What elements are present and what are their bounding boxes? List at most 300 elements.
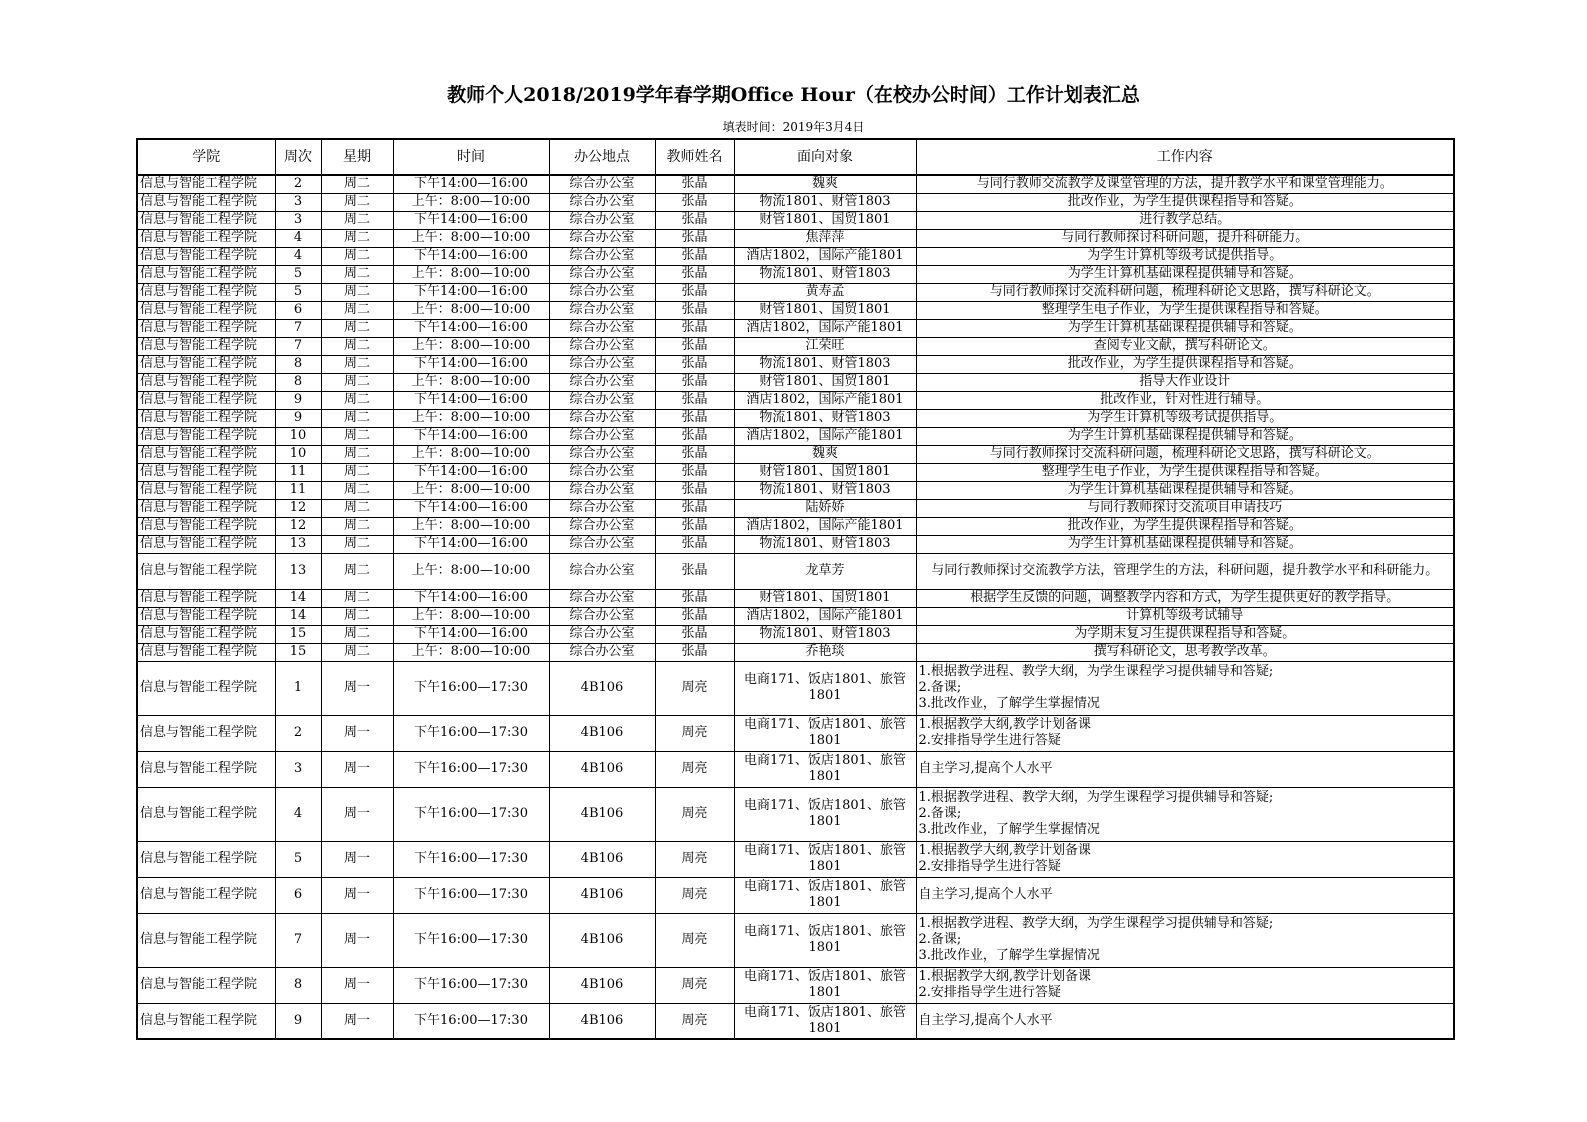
- table-row: [137, 643, 1454, 661]
- cell-day: 周一: [321, 715, 393, 751]
- cell-place: 综合办公室: [549, 319, 655, 337]
- cell-week: 9: [275, 409, 321, 427]
- cell-week: 4: [275, 247, 321, 265]
- cell-target: 电商171、饭店1801、旅管1801: [734, 751, 916, 787]
- cell-teacher: 张晶: [655, 265, 734, 283]
- cell-content: 为学期末复习生提供课程指导和答疑。: [916, 625, 1454, 643]
- cell-day: 周二: [321, 463, 393, 481]
- cell-day: 周二: [321, 229, 393, 247]
- table-row: [137, 787, 1454, 841]
- cell-time: 上午：8:00—10:00: [393, 265, 549, 283]
- content-line: 1.根据教学进程、教学大纲，为学生课程学习提供辅导和答疑;: [918, 916, 1274, 931]
- cell-time: 下午16:00—17:30: [393, 751, 549, 787]
- cell-college: 信息与智能工程学院: [137, 337, 275, 355]
- cell-content: 批改作业，为学生提供课程指导和答疑。: [916, 193, 1454, 211]
- header-row: [137, 139, 1454, 175]
- cell-week: 2: [275, 715, 321, 751]
- cell-time: 下午16:00—17:30: [393, 967, 549, 1003]
- table-row: [137, 751, 1454, 787]
- cell-college: 信息与智能工程学院: [137, 553, 275, 589]
- cell-day: 周二: [321, 265, 393, 283]
- cell-college: 信息与智能工程学院: [137, 841, 275, 877]
- content-line: 3.批改作业，了解学生掌握情况: [918, 696, 1100, 711]
- cell-content: [916, 661, 1454, 715]
- cell-teacher: 张晶: [655, 301, 734, 319]
- cell-time: 下午14:00—16:00: [393, 283, 549, 301]
- cell-week: 3: [275, 751, 321, 787]
- cell-place: 综合办公室: [549, 283, 655, 301]
- cell-college: 信息与智能工程学院: [137, 625, 275, 643]
- cell-place: 综合办公室: [549, 373, 655, 391]
- cell-target: 电商171、饭店1801、旅管1801: [734, 913, 916, 967]
- cell-place: 综合办公室: [549, 229, 655, 247]
- content-line: 1.根据教学大纲,教学计划备课: [918, 717, 1092, 732]
- cell-week: 7: [275, 913, 321, 967]
- cell-day: 周二: [321, 553, 393, 589]
- cell-teacher: 周亮: [655, 841, 734, 877]
- cell-week: 12: [275, 517, 321, 535]
- cell-college: 信息与智能工程学院: [137, 607, 275, 625]
- cell-target: 乔艳琰: [734, 643, 916, 661]
- cell-college: 信息与智能工程学院: [137, 409, 275, 427]
- cell-target: 酒店1802，国际产能1801: [734, 607, 916, 625]
- cell-time: 下午14:00—16:00: [393, 355, 549, 373]
- cell-week: 14: [275, 607, 321, 625]
- cell-teacher: 张晶: [655, 355, 734, 373]
- cell-day: 周二: [321, 499, 393, 517]
- cell-college: 信息与智能工程学院: [137, 517, 275, 535]
- cell-week: 5: [275, 841, 321, 877]
- cell-time: 下午14:00—16:00: [393, 625, 549, 643]
- cell-college: 信息与智能工程学院: [137, 589, 275, 607]
- cell-teacher: 张晶: [655, 427, 734, 445]
- cell-week: 9: [275, 391, 321, 409]
- cell-place: 4B106: [549, 715, 655, 751]
- cell-content: 与同行教师探讨科研问题，提升科研能力。: [916, 229, 1454, 247]
- cell-teacher: 张晶: [655, 535, 734, 553]
- cell-college: 信息与智能工程学院: [137, 643, 275, 661]
- cell-day: 周二: [321, 409, 393, 427]
- cell-teacher: 张晶: [655, 319, 734, 337]
- table-row: [137, 301, 1454, 319]
- cell-content: 整理学生电子作业，为学生提供课程指导和答疑。: [916, 463, 1454, 481]
- cell-place: 4B106: [549, 913, 655, 967]
- cell-teacher: 张晶: [655, 337, 734, 355]
- cell-college: 信息与智能工程学院: [137, 427, 275, 445]
- cell-time: 上午：8:00—10:00: [393, 607, 549, 625]
- cell-place: 综合办公室: [549, 643, 655, 661]
- cell-teacher: 张晶: [655, 175, 734, 193]
- table-row: [137, 715, 1454, 751]
- table-row: [137, 1003, 1454, 1039]
- cell-content: 为学生计算机等级考试提供指导。: [916, 247, 1454, 265]
- cell-college: 信息与智能工程学院: [137, 355, 275, 373]
- cell-teacher: 张晶: [655, 229, 734, 247]
- cell-day: 周二: [321, 301, 393, 319]
- cell-content: 与同行教师探讨交流科研问题，梳理科研论文思路，撰写科研论文。: [916, 445, 1454, 463]
- table-row: [137, 283, 1454, 301]
- cell-day: 周二: [321, 283, 393, 301]
- cell-time: 上午：8:00—10:00: [393, 229, 549, 247]
- cell-content: 批改作业，为学生提供课程指导和答疑。: [916, 355, 1454, 373]
- cell-place: 4B106: [549, 877, 655, 913]
- table-row: [137, 607, 1454, 625]
- header-week: 周次: [275, 139, 321, 175]
- cell-college: 信息与智能工程学院: [137, 877, 275, 913]
- cell-place: 4B106: [549, 841, 655, 877]
- content-line: 自主学习,提高个人水平: [918, 1012, 1053, 1028]
- cell-place: 综合办公室: [549, 427, 655, 445]
- fill-date: 填表时间：2019年3月4日: [722, 120, 865, 134]
- cell-target: 物流1801、财管1803: [734, 265, 916, 283]
- cell-time: 下午14:00—16:00: [393, 247, 549, 265]
- cell-college: 信息与智能工程学院: [137, 391, 275, 409]
- document-title: 教师个人2018/2019学年春学期Office Hour（在校办公时间）工作计划表汇总: [447, 84, 1140, 106]
- cell-content: 计算机等级考试辅导: [916, 607, 1454, 625]
- cell-day: 周二: [321, 211, 393, 229]
- content-line: 1.根据教学大纲,教学计划备课: [918, 843, 1092, 858]
- content-line: 2.安排指导学生进行答疑: [918, 733, 1061, 748]
- cell-teacher: 张晶: [655, 607, 734, 625]
- cell-place: 综合办公室: [549, 175, 655, 193]
- cell-week: 12: [275, 499, 321, 517]
- cell-college: 信息与智能工程学院: [137, 301, 275, 319]
- cell-week: 15: [275, 625, 321, 643]
- content-line: 2.安排指导学生进行答疑: [918, 859, 1061, 874]
- cell-college: 信息与智能工程学院: [137, 373, 275, 391]
- cell-week: 4: [275, 229, 321, 247]
- cell-content: 为学生计算机基础课程提供辅导和答疑。: [916, 265, 1454, 283]
- cell-week: 7: [275, 337, 321, 355]
- content-line: 2.安排指导学生进行答疑: [918, 985, 1061, 1000]
- cell-week: 8: [275, 355, 321, 373]
- cell-place: 综合办公室: [549, 301, 655, 319]
- table-row: [137, 319, 1454, 337]
- cell-day: 周二: [321, 607, 393, 625]
- cell-content: 批改作业，为学生提供课程指导和答疑。: [916, 517, 1454, 535]
- cell-week: 14: [275, 589, 321, 607]
- table-row: [137, 355, 1454, 373]
- cell-time: 下午16:00—17:30: [393, 661, 549, 715]
- cell-day: 周二: [321, 319, 393, 337]
- cell-teacher: 张晶: [655, 517, 734, 535]
- cell-teacher: 周亮: [655, 913, 734, 967]
- header-time: 时间: [393, 139, 549, 175]
- cell-time: 下午16:00—17:30: [393, 877, 549, 913]
- cell-college: 信息与智能工程学院: [137, 913, 275, 967]
- cell-content: 与同行教师探讨交流教学方法，管理学生的方法，科研问题，提升教学水平和科研能力。: [916, 553, 1454, 589]
- cell-time: 下午14:00—16:00: [393, 463, 549, 481]
- cell-college: 信息与智能工程学院: [137, 535, 275, 553]
- cell-content: 查阅专业文献，撰写科研论文。: [916, 337, 1454, 355]
- cell-week: 11: [275, 463, 321, 481]
- cell-target: 财管1801、国贸1801: [734, 373, 916, 391]
- cell-place: 综合办公室: [549, 247, 655, 265]
- cell-day: 周二: [321, 337, 393, 355]
- cell-place: 综合办公室: [549, 337, 655, 355]
- content-line: 1.根据教学大纲,教学计划备课: [918, 969, 1092, 984]
- cell-college: 信息与智能工程学院: [137, 481, 275, 499]
- cell-place: 综合办公室: [549, 517, 655, 535]
- cell-college: 信息与智能工程学院: [137, 211, 275, 229]
- cell-week: 7: [275, 319, 321, 337]
- header-content: 工作内容: [916, 139, 1454, 175]
- cell-time: 下午16:00—17:30: [393, 715, 549, 751]
- cell-time: 下午14:00—16:00: [393, 391, 549, 409]
- cell-day: 周二: [321, 247, 393, 265]
- content-line: 2.备课;: [918, 932, 962, 947]
- cell-teacher: 张晶: [655, 589, 734, 607]
- cell-target: 电商171、饭店1801、旅管1801: [734, 715, 916, 751]
- cell-college: 信息与智能工程学院: [137, 319, 275, 337]
- cell-teacher: 张晶: [655, 463, 734, 481]
- content-line: 3.批改作业，了解学生掌握情况: [918, 948, 1100, 963]
- cell-content: [916, 841, 1454, 877]
- cell-time: 上午：8:00—10:00: [393, 481, 549, 499]
- cell-place: 综合办公室: [549, 589, 655, 607]
- cell-content: [916, 967, 1454, 1003]
- cell-time: 上午：8:00—10:00: [393, 301, 549, 319]
- cell-college: 信息与智能工程学院: [137, 751, 275, 787]
- cell-college: 信息与智能工程学院: [137, 283, 275, 301]
- cell-college: 信息与智能工程学院: [137, 499, 275, 517]
- cell-content: 为学生计算机基础课程提供辅导和答疑。: [916, 481, 1454, 499]
- cell-week: 8: [275, 967, 321, 1003]
- cell-week: 1: [275, 661, 321, 715]
- cell-teacher: 张晶: [655, 445, 734, 463]
- cell-time: 下午14:00—16:00: [393, 499, 549, 517]
- cell-day: 周一: [321, 913, 393, 967]
- cell-place: 综合办公室: [549, 499, 655, 517]
- cell-content: 为学生计算机基础课程提供辅导和答疑。: [916, 427, 1454, 445]
- cell-day: 周二: [321, 445, 393, 463]
- cell-target: 电商171、饭店1801、旅管1801: [734, 967, 916, 1003]
- table-row: [137, 535, 1454, 553]
- cell-day: 周二: [321, 175, 393, 193]
- cell-college: 信息与智能工程学院: [137, 715, 275, 751]
- cell-day: 周二: [321, 193, 393, 211]
- cell-content: 为学生计算机基础课程提供辅导和答疑。: [916, 319, 1454, 337]
- cell-week: 5: [275, 283, 321, 301]
- cell-content: 与同行教师交流教学及课堂管理的方法，提升教学水平和课堂管理能力。: [916, 175, 1454, 193]
- cell-college: 信息与智能工程学院: [137, 661, 275, 715]
- cell-day: 周一: [321, 877, 393, 913]
- cell-teacher: 周亮: [655, 787, 734, 841]
- cell-day: 周一: [321, 787, 393, 841]
- cell-teacher: 张晶: [655, 625, 734, 643]
- cell-day: 周一: [321, 1003, 393, 1039]
- cell-teacher: 周亮: [655, 1003, 734, 1039]
- cell-day: 周二: [321, 517, 393, 535]
- cell-day: 周一: [321, 751, 393, 787]
- cell-time: 下午14:00—16:00: [393, 319, 549, 337]
- cell-target: 魏爽: [734, 175, 916, 193]
- cell-time: 下午14:00—16:00: [393, 427, 549, 445]
- cell-college: 信息与智能工程学院: [137, 265, 275, 283]
- cell-time: 下午16:00—17:30: [393, 1003, 549, 1039]
- cell-place: 4B106: [549, 787, 655, 841]
- cell-college: 信息与智能工程学院: [137, 175, 275, 193]
- cell-place: 4B106: [549, 661, 655, 715]
- content-line: 2.备课;: [918, 806, 962, 821]
- cell-week: 10: [275, 445, 321, 463]
- table-row: [137, 229, 1454, 247]
- cell-teacher: 周亮: [655, 877, 734, 913]
- cell-teacher: 张晶: [655, 643, 734, 661]
- cell-college: 信息与智能工程学院: [137, 1003, 275, 1039]
- content-line: 自主学习,提高个人水平: [918, 761, 1053, 776]
- cell-target: 财管1801、国贸1801: [734, 211, 916, 229]
- table-row: [137, 175, 1454, 193]
- table-row: [137, 427, 1454, 445]
- cell-place: 综合办公室: [549, 607, 655, 625]
- cell-place: 4B106: [549, 751, 655, 787]
- cell-college: 信息与智能工程学院: [137, 463, 275, 481]
- table-row: [137, 391, 1454, 409]
- cell-target: 物流1801、财管1803: [734, 409, 916, 427]
- cell-teacher: 周亮: [655, 661, 734, 715]
- cell-place: 综合办公室: [549, 355, 655, 373]
- header-teacher: 教师姓名: [655, 139, 734, 175]
- header-day: 星期: [321, 139, 393, 175]
- cell-week: 13: [275, 535, 321, 553]
- cell-target: 电商171、饭店1801、旅管1801: [734, 661, 916, 715]
- cell-content: [916, 715, 1454, 751]
- cell-teacher: 张晶: [655, 481, 734, 499]
- cell-week: 13: [275, 553, 321, 589]
- cell-time: 下午16:00—17:30: [393, 913, 549, 967]
- cell-week: 4: [275, 787, 321, 841]
- table-row: [137, 967, 1454, 1003]
- cell-time: 上午：8:00—10:00: [393, 553, 549, 589]
- cell-week: 5: [275, 265, 321, 283]
- cell-target: 物流1801、财管1803: [734, 481, 916, 499]
- table-row: [137, 211, 1454, 229]
- cell-place: 综合办公室: [549, 211, 655, 229]
- cell-week: 2: [275, 175, 321, 193]
- cell-time: 上午：8:00—10:00: [393, 409, 549, 427]
- table-row: [137, 517, 1454, 535]
- header-target: 面向对象: [734, 139, 916, 175]
- cell-college: 信息与智能工程学院: [137, 787, 275, 841]
- table-row: [137, 463, 1454, 481]
- cell-target: 物流1801、财管1803: [734, 625, 916, 643]
- cell-day: 周二: [321, 625, 393, 643]
- cell-place: 综合办公室: [549, 391, 655, 409]
- cell-time: 上午：8:00—10:00: [393, 445, 549, 463]
- cell-target: 物流1801、财管1803: [734, 355, 916, 373]
- cell-content: [916, 1003, 1454, 1039]
- table-row: [137, 589, 1454, 607]
- cell-target: 物流1801、财管1803: [734, 535, 916, 553]
- cell-week: 3: [275, 193, 321, 211]
- cell-day: 周一: [321, 967, 393, 1003]
- table-body: [137, 175, 1454, 1039]
- cell-content: 为学生计算机基础课程提供辅导和答疑。: [916, 535, 1454, 553]
- cell-college: 信息与智能工程学院: [137, 229, 275, 247]
- cell-teacher: 张晶: [655, 391, 734, 409]
- table-row: [137, 193, 1454, 211]
- cell-teacher: 张晶: [655, 193, 734, 211]
- table-row: [137, 661, 1454, 715]
- cell-teacher: 张晶: [655, 553, 734, 589]
- content-line: 自主学习,提高个人水平: [918, 887, 1053, 902]
- table-row: [137, 373, 1454, 391]
- cell-target: 陆娇娇: [734, 499, 916, 517]
- cell-time: 上午：8:00—10:00: [393, 517, 549, 535]
- content-line: 2.备课;: [918, 680, 962, 695]
- cell-teacher: 张晶: [655, 373, 734, 391]
- table-row: [137, 553, 1454, 589]
- cell-place: 综合办公室: [549, 625, 655, 643]
- cell-target: 财管1801、国贸1801: [734, 463, 916, 481]
- cell-place: 综合办公室: [549, 445, 655, 463]
- cell-week: 15: [275, 643, 321, 661]
- cell-target: 黄寿孟: [734, 283, 916, 301]
- table-row: [137, 841, 1454, 877]
- table-row: [137, 409, 1454, 427]
- cell-time: 下午14:00—16:00: [393, 175, 549, 193]
- cell-time: 下午16:00—17:30: [393, 841, 549, 877]
- content-line: 1.根据教学进程、教学大纲，为学生课程学习提供辅导和答疑;: [918, 664, 1274, 679]
- cell-place: 综合办公室: [549, 265, 655, 283]
- cell-target: 电商171、饭店1801、旅管1801: [734, 877, 916, 913]
- cell-target: 电商171、饭店1801、旅管1801: [734, 1003, 916, 1039]
- cell-content: 为学生计算机等级考试提供指导。: [916, 409, 1454, 427]
- cell-place: 4B106: [549, 1003, 655, 1039]
- cell-place: 综合办公室: [549, 193, 655, 211]
- table-row: [137, 877, 1454, 913]
- table-row: [137, 625, 1454, 643]
- cell-content: [916, 877, 1454, 913]
- table-row: [137, 337, 1454, 355]
- cell-target: 物流1801、财管1803: [734, 193, 916, 211]
- cell-content: 根据学生反馈的问题，调整教学内容和方式，为学生提供更好的教学指导。: [916, 589, 1454, 607]
- cell-week: 11: [275, 481, 321, 499]
- cell-content: 进行教学总结。: [916, 211, 1454, 229]
- cell-college: 信息与智能工程学院: [137, 193, 275, 211]
- cell-target: 酒店1802，国际产能1801: [734, 427, 916, 445]
- cell-target: 龙草芳: [734, 553, 916, 589]
- cell-time: 上午：8:00—10:00: [393, 193, 549, 211]
- cell-target: 江荣旺: [734, 337, 916, 355]
- cell-place: 4B106: [549, 967, 655, 1003]
- cell-target: 魏爽: [734, 445, 916, 463]
- cell-teacher: 张晶: [655, 283, 734, 301]
- cell-college: 信息与智能工程学院: [137, 967, 275, 1003]
- cell-day: 周二: [321, 481, 393, 499]
- table-row: [137, 445, 1454, 463]
- cell-teacher: 周亮: [655, 715, 734, 751]
- cell-content: 指导大作业设计: [916, 373, 1454, 391]
- cell-teacher: 张晶: [655, 499, 734, 517]
- cell-week: 6: [275, 301, 321, 319]
- cell-content: 与同行教师探讨交流科研问题，梳理科研论文思路，撰写科研论文。: [916, 283, 1454, 301]
- cell-day: 周二: [321, 373, 393, 391]
- cell-time: 下午14:00—16:00: [393, 211, 549, 229]
- table-row: [137, 247, 1454, 265]
- cell-content: 与同行教师探讨交流项目申请技巧: [916, 499, 1454, 517]
- cell-target: 电商171、饭店1801、旅管1801: [734, 841, 916, 877]
- cell-content: [916, 751, 1454, 787]
- cell-teacher: 张晶: [655, 409, 734, 427]
- cell-time: 上午：8:00—10:00: [393, 337, 549, 355]
- cell-content: [916, 913, 1454, 967]
- cell-target: 酒店1802，国际产能1801: [734, 247, 916, 265]
- cell-place: 综合办公室: [549, 409, 655, 427]
- cell-week: 3: [275, 211, 321, 229]
- cell-day: 周二: [321, 643, 393, 661]
